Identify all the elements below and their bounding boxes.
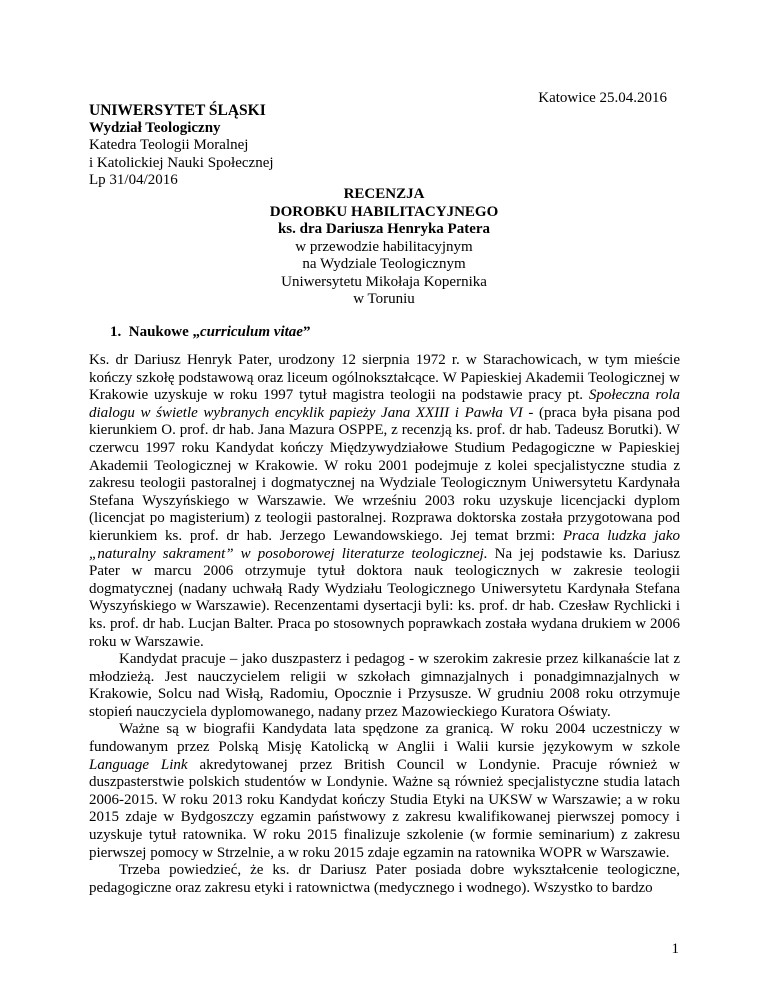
title-line-5: na Wydziale Teologicznym — [302, 256, 466, 272]
document-date: Katowice 25.04.2016 — [538, 90, 667, 106]
reference-number: Lp 31/04/2016 — [89, 172, 178, 188]
review-title-block — [0, 186, 768, 309]
faculty-name: Wydział Teologiczny — [89, 119, 221, 136]
section-label-post: ” — [302, 324, 311, 340]
paragraph-3-text-a: Ważne są w biografii Kandydata lata spędzone za granicą. W roku 2004 uczestniczy w fundowanym przez Polską Misję Katolicką w Anglii i Walii kursie językowym w szkole — [89, 721, 680, 756]
section-label-italic: curriculum vitae — [200, 324, 303, 340]
sender-header — [89, 102, 274, 190]
paragraph-2: Kandydat pracuje – jako duszpasterz i pedagog - w szerokim zakresie przez kilkanaście lat z młodzieżą. Jest nauczycielem religii w szkołach gimnazjalnych i ponadgimnazjalnych w Krakowie, Solcu nad Wisłą, Radomiu, Opocznie i Przysusze. W grudniu 2008 roku otrzymuje stopień nauczyciela dyplomowanego, nadany przez Mazowieckiego Kuratora Oświaty. — [89, 651, 680, 720]
page-number: 1 — [671, 941, 679, 957]
paragraph-1-text-a: Ks. dr Dariusz Henryk Pater, urodzony 12 sierpnia 1972 r. w Starachowicach, w tym mieście kończy szkołę podstawową oraz liceum ogólnokształcące. W Papieskiej Akademii Teologicznej w Krakowie uzyskuje w roku 1997 tytuł magistra teologii na podstawie pracy pt. — [89, 352, 680, 404]
title-line-1: RECENZJA — [343, 186, 425, 202]
paragraph-1 — [89, 352, 680, 651]
department-line-1: Katedra Teologii Moralnej — [89, 137, 249, 153]
section-heading — [110, 324, 310, 341]
thesis-title-masters: Społeczna rola dialogu w świetle wybranych encyklik papieży Jana XXIII i Pawła VI — [89, 387, 680, 421]
university-name: UNIWERSYTET ŚLĄSKI — [89, 102, 266, 119]
paragraph-3 — [89, 721, 680, 862]
school-name: Language Link — [89, 756, 188, 773]
thesis-title-doctoral: Praca ludzka jako „naturalny sakrament” w posoborowej literaturze teologicznej. — [89, 527, 680, 562]
paragraph-4: Trzeba powiedzieć, że ks. dr Dariusz Pater posiada dobre wykształcenie teologiczne, pedagogiczne oraz zakresu etyki i ratownictwa (medycznego i wodnego). Wszystko to bardzo — [89, 862, 680, 896]
paragraph-3-text-c: akredytowanej przez British Council w Londynie. Pracuje również w duszpasterstwie polskich studentów w Londynie. Ważne są również specjalistyczne studia latach 2006-2015. W roku 2013 roku Kandydat kończy Studia Etyki na UKSW w Warszawie; a w roku 2015 zdaje w Bydgoszczy egzamin państwowy z zakresu kwalifikowanej pierwszej pomocy i uzyskuje tytuł ratownika. W roku 2015 finalizuje szkolenie (w formie seminarium) z zakresu pierwszej pomocy w Strzelnie, a w roku 2015 zdaje egzamin na ratownika WOPR w Warszawie. — [89, 756, 680, 861]
title-line-4: w przewodzie habilitacyjnym — [295, 238, 473, 255]
section-label-pre: Naukowe „ — [128, 324, 201, 340]
title-line-3: ks. dra Dariusza Henryka Patera — [277, 221, 491, 237]
department-line-2: i Katolickiej Nauki Społecznej — [89, 154, 274, 171]
body-text — [89, 352, 680, 897]
title-line-6: Uniwersytetu Mikołaja Kopernika — [281, 273, 487, 290]
title-line-2: DOROBKU HABILITACYJNEGO — [269, 203, 499, 220]
title-line-7: w Toruniu — [353, 291, 415, 307]
section-number: 1. — [110, 324, 122, 340]
paragraph-1-text-e: Na jej podstawie ks. Dariusz Pater w marcu 2006 otrzymuje tytuł doktora nauk teologicznych w zakresie teologii dogmatycznej (nadany uchwałą Rady Wydziału Teologicznego Uniwersytetu Kardynała Stefana Wyszyńskiego w Warszawie). Recenzentami dysertacji byli: ks. prof. dr hab. Czesław Rychlicki i ks. prof. dr hab. Lucjan Balter. Praca po stosownych poprawkach została wydana drukiem w 2006 roku w Warszawie. — [89, 545, 680, 650]
paragraph-1-text-c: - (praca była pisana pod kierunkiem O. prof. dr hab. Jana Mazura OSPPE, z recenzją ks. prof. dr hab. Tadeusz Borutki). W czerwcu 1997 roku Kandydat kończy Międzywydziałowe Studium Pedagogiczne w Papieskiej Akademii Teologicznej w Krakowie. W roku 2001 podejmuje z kolei specjalistyczne studia z zakresu teologii pastoralnej i dogmatycznej na Wydziale Teologicznym Uniwersytetu Kardynała Stefana Wyszyńskiego w Warszawie. We wrześniu 2003 roku uzyskuje licencjacki dyplom (licencjat po magisterium) z teologii pastoralnej. Rozprawa doktorska została przygotowana pod kierunkiem ks. prof. dr hab. Jerzego Lewandowskiego. Jej temat brzmi: — [89, 404, 681, 544]
